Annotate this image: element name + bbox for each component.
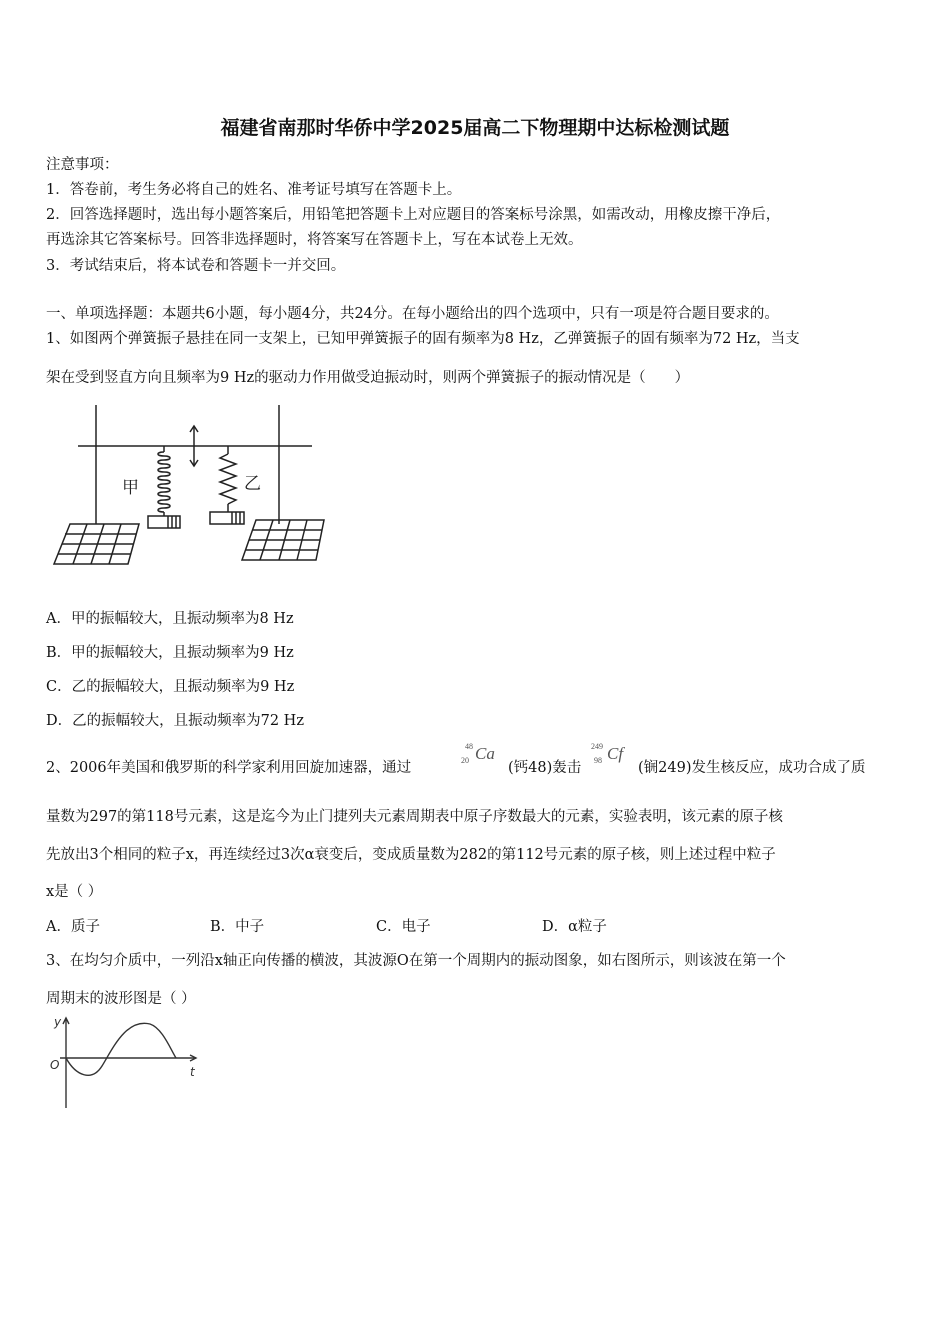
q2-stem-line1c: (锎249)发生核反应，成功合成了质 [638,760,866,776]
isotope-cf: 249 98 Cf [591,742,624,765]
q1-stem-line2: 架在受到竖直方向且频率为9 Hz的驱动力作用做受迫振动时，则两个弹簧振子的振动情况是（ ） [46,370,690,386]
q1-option-b: B．甲的振幅较大，且振动频率为9 Hz [46,645,294,661]
q1-option-c: C．乙的振幅较大，且振动频率为9 Hz [46,679,295,695]
q3-stem-line2: 周期末的波形图是（ ） [46,991,196,1007]
graph-t-label: t [190,1065,195,1079]
notice-item: 1．答卷前，考生务必将自己的姓名、准考证号填写在答题卡上。 [46,182,462,198]
q1-option-a: A．甲的振幅较大，且振动频率为8 Hz [46,611,294,627]
q2-option-a: A．质子 [46,919,100,935]
q3-stem-line1: 3、在均匀介质中，一列沿x轴正向传播的横波，其波源O在第一个周期内的振动图象，如右图所示，则该波在第一个 [46,953,786,969]
q2-stem-line1b: (钙48)轰击 [508,760,582,776]
label-jia: 甲 [122,478,139,498]
q2-stem-line2: 量数为297的第118号元素，这是迄今为止门捷列夫元素周期表中原子序数最大的元素，实验表明，该元素的原子核 [46,809,783,825]
notice-item: 3．考试结束后，将本试卷和答题卡一并交回。 [46,258,346,274]
notice-item: 再选涂其它答案标号。回答非选择题时，将答案写在答题卡上，写在本试卷上无效。 [46,232,583,248]
q2-stem-line1a: 2、2006年美国和俄罗斯的科学家利用回旋加速器，通过 [46,760,412,776]
notice-item: 2．回答选择题时，选出每小题答案后，用铅笔把答题卡上对应题目的答案标号涂黑，如需改动，用橡皮擦干净后， [46,207,781,223]
q2-option-d: D．α粒子 [542,919,607,935]
q1-option-d: D．乙的振幅较大，且振动频率为72 Hz [46,713,304,729]
graph-y-label: y [54,1015,62,1029]
q2-stem-line4: x是（ ） [46,884,103,900]
q2-stem-line3: 先放出3个相同的粒子x，再连续经过3次α衰变后，变成质量数为282的第112号元素的原子核，则上述过程中粒子 [46,847,776,863]
q2-option-c: C．电子 [376,919,431,935]
q2-option-b: B．中子 [210,919,265,935]
graph-origin-label: O [50,1058,60,1072]
q1-spring-figure [44,400,334,570]
q1-stem-line1: 1、如图两个弹簧振子悬挂在同一支架上，已知甲弹簧振子的固有频率为8 Hz，乙弹簧振子的固有频率为72 Hz，当支 [46,331,800,347]
isotope-ca: 48 20 Ca [461,742,495,765]
q3-vibration-graph [44,1012,214,1112]
label-yi: 乙 [244,474,261,494]
notice-heading: 注意事项： [46,157,119,173]
page-title: 福建省南那时华侨中学2025届高二下物理期中达标检测试题 [220,117,730,139]
section-heading: 一、单项选择题：本题共6小题，每小题4分，共24分。在每小题给出的四个选项中，只有一项是符合题目要求的。 [46,306,779,322]
